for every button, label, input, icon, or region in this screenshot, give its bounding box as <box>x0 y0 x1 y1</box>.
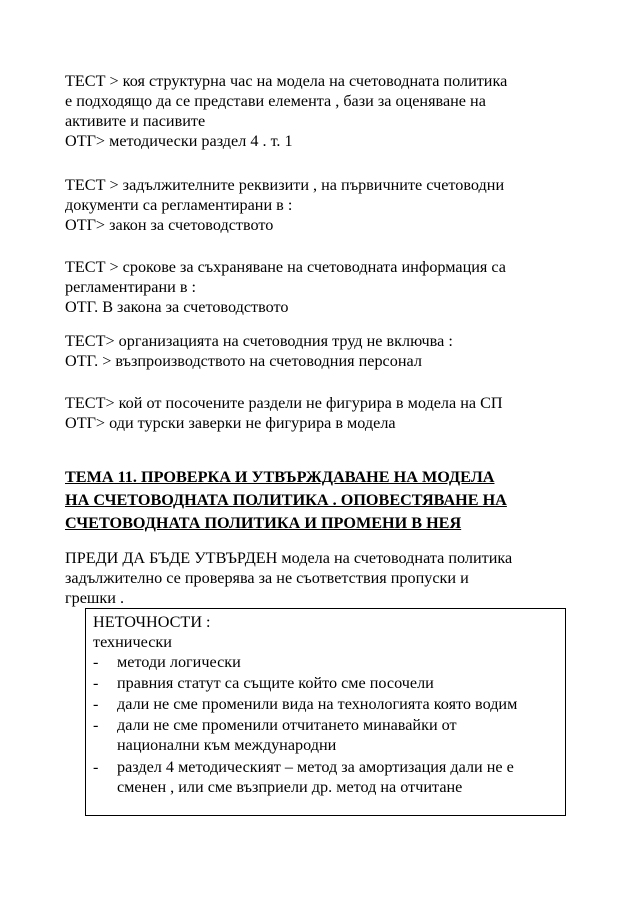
text-line: ТЕСТ > срокове за съхраняване на счетоводната информация са <box>65 258 506 276</box>
list-item-text: дали не сме променили отчитането минавайки от <box>117 716 457 734</box>
text-line: ПРЕДИ ДА БЪДЕ УТВЪРДЕН модела на счетоводната политика <box>65 549 513 567</box>
text-line: ТЕСТ> кой от посочените раздели не фигурира в модела на СП <box>65 394 503 412</box>
list-item-text: дали не сме променили вида на технологията която водим <box>117 695 518 713</box>
bullet-dash: - <box>93 653 99 671</box>
heading-line: ТЕМА 11. ПРОВЕРКА И УТВЪРЖДАВАНЕ НА МОДЕЛА <box>65 468 495 486</box>
heading-line: НА СЧЕТОВОДНАТА ПОЛИТИКА . ОПОВЕСТЯВАНЕ НА <box>65 491 507 509</box>
text-line: ТЕСТ > коя структурна час на модела на счетоводната политика <box>65 72 508 90</box>
text-line: документи са регламентирани в : <box>65 196 293 214</box>
box-subtitle: технически <box>93 633 172 651</box>
text-line: ОТГ> методически раздел 4 . т. 1 <box>65 132 293 150</box>
list-item-text: методи логически <box>117 653 241 671</box>
bullet-dash: - <box>93 716 99 734</box>
text-line: ОТГ. В закона за счетоводството <box>65 298 289 316</box>
list-item-text: правния статут са същите който сме посочели <box>117 674 434 692</box>
list-item-text: раздел 4 методическият – метод за амортизация дали не е <box>117 758 514 776</box>
text-line: ТЕСТ > задължителните реквизити , на първичните счетоводни <box>65 176 505 194</box>
list-item-text: национални към международни <box>117 736 337 754</box>
text-line: грешки . <box>65 589 125 607</box>
text-line: е подходящо да се представи елемента , бази за оценяване на <box>65 92 486 110</box>
heading-line: СЧЕТОВОДНАТА ПОЛИТИКА И ПРОМЕНИ В НЕЯ <box>65 514 462 532</box>
text-line: активите и пасивите <box>65 112 206 130</box>
text-line: регламентирани в : <box>65 278 197 296</box>
text-line: ТЕСТ> организацията на счетоводния труд не включва : <box>65 332 453 350</box>
text-line: задължително се проверява за не съответствия пропуски и <box>65 569 469 587</box>
text-line: ОТГ> оди турски заверки не фигурира в модела <box>65 414 396 432</box>
bullet-dash: - <box>93 674 99 692</box>
list-item-text: сменен , или сме възприели др. метод на отчитане <box>117 778 463 796</box>
text-line: ОТГ> закон за счетоводството <box>65 216 274 234</box>
bullet-dash: - <box>93 758 99 776</box>
bullet-dash: - <box>93 695 99 713</box>
text-line: ОТГ. > възпроизводството на счетоводния персонал <box>65 352 422 370</box>
box-title: НЕТОЧНОСТИ : <box>93 613 211 631</box>
